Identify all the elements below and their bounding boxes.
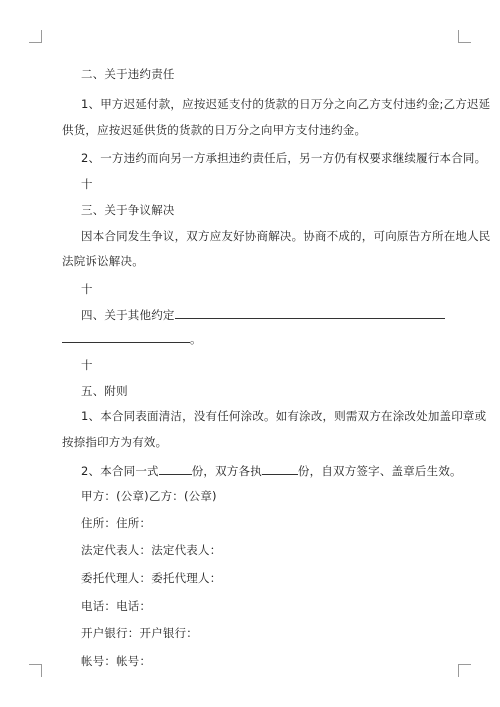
section-5-item-1-line-2: 按捺指印方为有效。	[62, 435, 168, 449]
section-5-item-1-line-1: 1、本合同表面清洁，没有任何涂改。如有涂改，则需双方在涂改处加盖印章或	[81, 409, 487, 423]
section-4-line-1	[81, 307, 445, 322]
section-3-heading: 三、关于争议解决	[81, 203, 175, 217]
copies-total-blank	[159, 463, 192, 475]
crop-mark-bottom-left	[29, 664, 42, 677]
clause-marker-3: 十	[81, 358, 93, 372]
crop-mark-top-left	[29, 30, 42, 43]
signature-phone: 电话：电话：	[81, 599, 152, 613]
section-2-item-2: 2、一方违约而向另一方承担违约责任后，另一方仍有权要求继续履行本合同。	[81, 151, 487, 165]
signature-party: 甲方：(公章)乙方：(公章)	[81, 489, 217, 503]
section-2-heading: 二、关于违约责任	[81, 67, 175, 81]
section-3-line-1: 因本合同发生争议，双方应友好协商解决。协商不成的，可向原告方所在地人民	[81, 229, 491, 243]
signature-agent: 委托代理人：委托代理人：	[81, 571, 222, 585]
clause-marker-2: 十	[81, 282, 93, 296]
copies-each-blank	[262, 463, 298, 475]
copies-text-b: 份，双方各执	[191, 464, 262, 478]
crop-mark-top-right	[458, 30, 471, 43]
section-2-item-1-line-2: 供货，应按迟延供货的货款的日万分之向甲方支付违约金。	[62, 123, 367, 137]
section-4-end-punct: 。	[190, 332, 202, 346]
signature-legal-rep: 法定代表人：法定代表人：	[81, 543, 222, 557]
section-4-heading: 四、关于其他约定	[81, 308, 175, 322]
signature-account: 帐号：帐号：	[81, 654, 152, 668]
section-5-item-2	[81, 463, 462, 478]
clause-marker-1: 十	[81, 177, 93, 191]
copies-text-c: 份，自双方签字、盖章后生效。	[297, 464, 462, 478]
signature-bank: 开户银行：开户银行：	[81, 626, 198, 640]
signature-address: 住所：住所：	[81, 516, 152, 530]
other-terms-blank-2	[62, 331, 190, 343]
section-3-line-2: 法院诉讼解决。	[62, 254, 144, 268]
section-5-heading: 五、附则	[81, 384, 128, 398]
crop-mark-bottom-right	[458, 664, 471, 677]
copies-text-a: 2、本合同一式	[81, 464, 159, 478]
other-terms-blank-1	[175, 307, 445, 319]
section-4-line-2	[62, 331, 202, 346]
section-2-item-1-line-1: 1、甲方迟延付款，应按迟延支付的货款的日万分之向乙方支付违约金;乙方迟延	[81, 97, 491, 111]
